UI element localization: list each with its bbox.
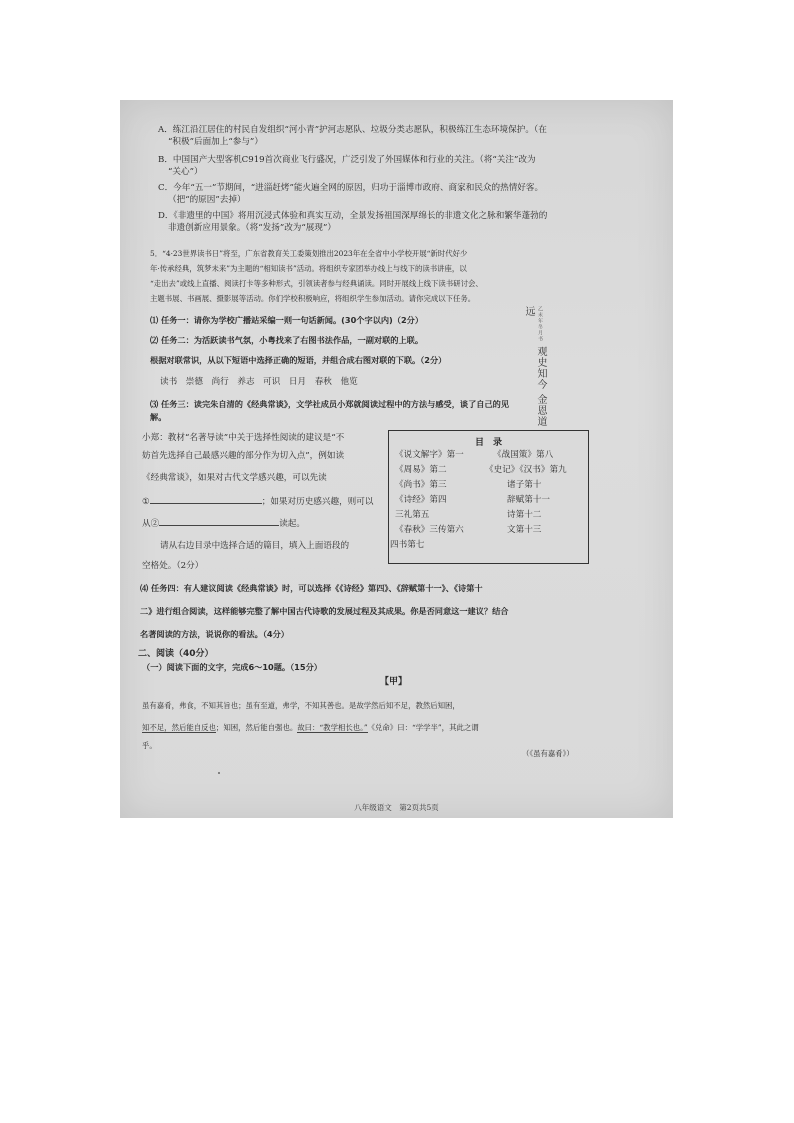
- task1: ⑴ 任务一：请你为学校广播站采编一则一句话新闻。(30个字以内)（2分）: [150, 315, 424, 325]
- task3-line2: 解。: [150, 412, 167, 422]
- blank2-suffix: 读起。: [279, 519, 305, 529]
- stray-mark: [218, 772, 220, 774]
- section-reading-subheading: （一）阅读下面的文字，完成6～10题。（15分）: [142, 662, 322, 672]
- toc-item: 《春秋》三传第六: [395, 525, 464, 535]
- answer-blank-2[interactable]: [159, 516, 279, 526]
- toc-item: 诗第十二: [507, 510, 542, 520]
- answer-blank-1[interactable]: [150, 494, 262, 504]
- q5-intro-line3: “走出去”或线上直播、阅读打卡等多种形式，引领读者参与经典诵读。同时开展线上线下读书研讨会、: [150, 279, 483, 288]
- option-d-line1: D．《非遗里的中国》将用沉浸式体验和真实互动，全景发扬祖国深厚绵长的非遗文化之脉和繁华蓬勃的: [158, 211, 548, 221]
- option-b-line2: “关心”）: [168, 167, 203, 177]
- passage-underline-2: 故曰：“教学相长也。”: [297, 723, 368, 732]
- calligraphy-signature: 乙未年冬月书: [537, 306, 543, 342]
- option-a-line1: A．练江沿江居住的村民自发组织“河小青”护河志愿队、垃圾分类志愿队，积极练江生态环境保护。（在: [158, 125, 547, 135]
- task2-line2: 根据对联常识，从以下短语中选择正确的短语，并组合成右图对联的下联。（2分）: [150, 355, 447, 365]
- passage-source: （《虽有嘉肴》）: [522, 749, 574, 758]
- q5-intro-line2: 年·传承经典，筑梦未来”为主题的“相知读书”活动。将组织专家团举办线上与线下的读书讲座，以: [150, 264, 467, 273]
- calligraphy-second: 金恩道远: [523, 306, 546, 428]
- passage-line1: 虽有嘉肴，弗食，不知其旨也；虽有至道，弗学，不知其善也。是故学然后知不足，教然后知困，: [142, 701, 460, 710]
- toc-item: 诸子第十: [507, 480, 542, 490]
- exam-page-photo: [120, 100, 673, 818]
- option-b-line1: B．中国国产大型客机C919首次商业飞行盛况，广泛引发了外国媒体和行业的关注。（将“关注”改为: [158, 155, 536, 165]
- zheng-line3: 《经典常谈》，如果对古代文学感兴趣，可以先读: [142, 473, 327, 483]
- instruction-line2: 空格处。（2分）: [142, 561, 204, 571]
- instruction-line1: 请从右边目录中选择合适的篇目，填入上面语段的: [160, 541, 350, 551]
- task4-line1: ⑷ 任务四：有人建议阅读《经典常谈》时，可以选择《《诗经》第四》、《辞赋第十一》、《诗第十: [140, 583, 483, 593]
- calligraphy-main: 观史知今: [535, 346, 546, 391]
- blank2-prefix: 从②: [142, 519, 160, 529]
- passage-line2-tail: 《兑命》曰：“学学半”，其此之谓: [367, 723, 479, 732]
- blank1-prefix: ①: [142, 497, 150, 507]
- option-a-line2: “积极”后面加上“参与”）: [168, 137, 263, 147]
- toc-title: 目 录: [474, 438, 502, 448]
- passage-line3: 乎。: [142, 741, 157, 750]
- task4-line2: 二》进行组合阅读，这样能够完整了解中国古代诗歌的发展过程及其成果。你是否同意这一建议？结合: [140, 606, 509, 616]
- table-of-contents-box: [388, 430, 589, 564]
- toc-item: 四书第七: [390, 540, 425, 550]
- option-c-line1: C．今年“五一”节期间，“进淄赶烤”能火遍全网的原因，归功于淄博市政府、商家和民众的热情好客。: [158, 183, 544, 193]
- passage-underline-1: 知不足，然后能自反也: [142, 723, 216, 732]
- toc-item: 《诗经》第四: [395, 495, 447, 505]
- toc-item: 《周易》第二: [395, 465, 447, 475]
- toc-item: 《尚书》第三: [395, 480, 447, 490]
- blank1-suffix: ；如果对历史感兴趣，则可以: [261, 497, 374, 507]
- section-reading-heading: 二、阅读（40分）: [138, 649, 214, 659]
- zheng-line1: 小郑：教材“名著导读”中关于选择性阅读的建议是“不: [142, 433, 345, 443]
- q5-intro-line4: 主题书展、书画展、摄影展等活动。你们学校积极响应，将组织学生参加活动。请你完成以下任务。: [150, 294, 476, 303]
- toc-item: 辞赋第十一: [507, 495, 550, 505]
- blank1-line: [142, 494, 373, 508]
- phrase-options: 读书 崇德 尚行 养志 可识 日月 春秋 他览: [160, 377, 358, 387]
- task4-line3: 名著阅读的方法，说说你的看法。（4分）: [140, 629, 289, 639]
- zheng-line2: 妨首先选择自己最感兴趣的部分作为切入点”，例如读: [142, 451, 345, 461]
- page-footer: 八年级语文 第2页共5页: [354, 803, 439, 812]
- passage-jia-label: 【甲】: [380, 677, 408, 687]
- toc-item: 文第十三: [507, 525, 542, 535]
- option-c-line2: （把“的原因”去掉）: [168, 195, 246, 205]
- passage-line2: [142, 722, 479, 734]
- option-d-line2: 非遗创新应用景象。（将“发扬”改为“展现”）: [168, 223, 336, 233]
- passage-line2-mid: ；知困，然后能自强也。: [215, 723, 298, 732]
- toc-item: 《战国策》第八: [493, 450, 554, 460]
- calligraphy-couplet: [524, 306, 546, 436]
- toc-item: 三礼第五: [395, 510, 430, 520]
- toc-item: 《说文解字》第一: [395, 450, 464, 460]
- task3-line1: ⑶ 任务三：读完朱自清的《经典常谈》，文学社成员小郑就阅读过程中的方法与感受，谈了自己的见: [150, 399, 510, 409]
- blank2-line: [142, 516, 305, 530]
- task2-line1: ⑵ 任务二：为活跃读书气氛，小粤找来了右图书法作品，一副对联的上联。: [150, 335, 424, 345]
- toc-item: 《史记》《汉书》第九: [485, 465, 567, 475]
- q5-intro-line1: 5．“4·23世界读书日”将至，广东省教育关工委策划推出2023年在全省中小学校开展“新时代好少: [150, 249, 468, 258]
